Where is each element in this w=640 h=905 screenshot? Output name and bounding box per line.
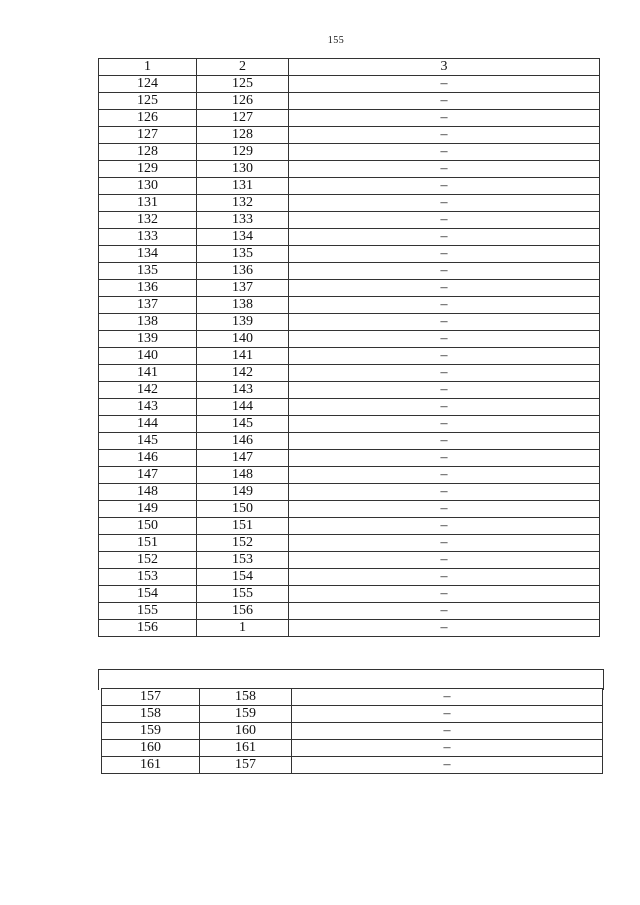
table-cell-col1: 159 — [102, 723, 200, 740]
table-cell-col1: 143 — [99, 399, 197, 416]
table-cell-col2: 145 — [197, 416, 289, 433]
table-cell-col1: 130 — [99, 178, 197, 195]
table-cell-col1: 151 — [99, 535, 197, 552]
table-cell-col1: 154 — [99, 586, 197, 603]
table-cell-col1: 127 — [99, 127, 197, 144]
table-cell-col1: 153 — [99, 569, 197, 586]
table-cell-col1: 150 — [99, 518, 197, 535]
table-cell-col2: 159 — [200, 706, 292, 723]
table-cell-col3: – — [289, 76, 600, 93]
table-cell-col1: 157 — [102, 689, 200, 706]
numbering-table-body — [99, 59, 600, 637]
table-cell-col3: – — [289, 348, 600, 365]
table-row — [99, 263, 600, 280]
table-cell-col2: 148 — [197, 467, 289, 484]
table-cell-col2: 139 — [197, 314, 289, 331]
table-cell-col3: – — [289, 246, 600, 263]
table-cell-col3: – — [289, 399, 600, 416]
table-cell-col3: – — [289, 110, 600, 127]
table-cell-col1: 132 — [99, 212, 197, 229]
table-cell-col2: 152 — [197, 535, 289, 552]
table-cell-col2: 142 — [197, 365, 289, 382]
table-cell-col2: 161 — [200, 740, 292, 757]
table-row — [99, 178, 600, 195]
table-cell-col3: – — [289, 127, 600, 144]
table-cell-col1: 140 — [99, 348, 197, 365]
table-cell-col1: 144 — [99, 416, 197, 433]
table-cell-col2: 147 — [197, 450, 289, 467]
table-cell-col3: – — [289, 212, 600, 229]
table-row — [99, 161, 600, 178]
table-cell-col3: – — [289, 467, 600, 484]
table-cell-col1: 160 — [102, 740, 200, 757]
table-cell-col3: – — [289, 569, 600, 586]
table-cell-col2: 133 — [197, 212, 289, 229]
table-cell-col2: 140 — [197, 331, 289, 348]
table-cell-col2: 156 — [197, 603, 289, 620]
table-cell-col1: 147 — [99, 467, 197, 484]
table-cell-col2: 128 — [197, 127, 289, 144]
table-row — [99, 229, 600, 246]
table-row — [99, 144, 600, 161]
table-cell-col3: – — [289, 331, 600, 348]
table-row — [99, 127, 600, 144]
table-cell-col3: – — [289, 178, 600, 195]
table-cell-col1: 145 — [99, 433, 197, 450]
table-cell-col2: 1 — [197, 620, 289, 637]
table-cell-col2: 150 — [197, 501, 289, 518]
table-cell-col3: – — [289, 297, 600, 314]
table-cell-col3: – — [289, 280, 600, 297]
table-row — [99, 535, 600, 552]
table-cell-col3: – — [289, 382, 600, 399]
table-row — [99, 195, 600, 212]
table-cell-col1: 161 — [102, 757, 200, 774]
table-cell-col1: 137 — [99, 297, 197, 314]
table-cell-col3: – — [289, 518, 600, 535]
table-cell-col3: – — [289, 416, 600, 433]
table-cell-col3: – — [289, 535, 600, 552]
table-cell-col1: 146 — [99, 450, 197, 467]
table-cell-col1: 138 — [99, 314, 197, 331]
table-cell-col2: 129 — [197, 144, 289, 161]
table-cell-col3: – — [289, 450, 600, 467]
table-cell-col2: 155 — [197, 586, 289, 603]
table-cell-col2: 149 — [197, 484, 289, 501]
table-cell-col3: – — [289, 229, 600, 246]
table-cell-col2: 157 — [200, 757, 292, 774]
table-cell-col2: 130 — [197, 161, 289, 178]
table-row — [99, 280, 600, 297]
table-cell-col1: 156 — [99, 620, 197, 637]
table-row — [99, 433, 600, 450]
separator-band — [98, 669, 604, 690]
table-cell-col1: 155 — [99, 603, 197, 620]
table-cell-col2: 144 — [197, 399, 289, 416]
table-cell-col3: – — [289, 433, 600, 450]
table-row — [99, 76, 600, 93]
table-row — [102, 706, 603, 723]
table-cell-col3: – — [289, 586, 600, 603]
table-cell-col3: – — [292, 740, 603, 757]
table-cell-col1: 134 — [99, 246, 197, 263]
table-cell-col2: 126 — [197, 93, 289, 110]
table-header-row — [99, 59, 600, 76]
table-row — [99, 382, 600, 399]
table-row — [99, 552, 600, 569]
numbering-table-continued — [101, 688, 603, 774]
table-row — [102, 689, 603, 706]
page-number: 155 — [327, 35, 345, 46]
table-cell-col1: 133 — [99, 229, 197, 246]
table-cell-col3: – — [292, 706, 603, 723]
table-row — [102, 757, 603, 774]
table-cell-col3: – — [292, 689, 603, 706]
table-row — [99, 348, 600, 365]
header-cell-1: 1 — [99, 59, 197, 76]
table-cell-col2: 131 — [197, 178, 289, 195]
numbering-table-continued-body — [102, 689, 603, 774]
table-cell-col3: – — [289, 161, 600, 178]
table-row — [102, 740, 603, 757]
table-cell-col3: – — [289, 314, 600, 331]
table-cell-col2: 154 — [197, 569, 289, 586]
header-cell-2: 2 — [197, 59, 289, 76]
table-row — [99, 399, 600, 416]
table-cell-col3: – — [289, 603, 600, 620]
table-cell-col1: 142 — [99, 382, 197, 399]
table-cell-col2: 160 — [200, 723, 292, 740]
table-cell-col2: 136 — [197, 263, 289, 280]
table-row — [99, 331, 600, 348]
table-row — [99, 569, 600, 586]
table-row — [99, 297, 600, 314]
table-cell-col3: – — [289, 365, 600, 382]
table-cell-col2: 138 — [197, 297, 289, 314]
table-cell-col1: 136 — [99, 280, 197, 297]
table-cell-col3: – — [289, 620, 600, 637]
table-row — [99, 110, 600, 127]
table-cell-col3: – — [289, 484, 600, 501]
table-cell-col3: – — [289, 195, 600, 212]
table-cell-col2: 132 — [197, 195, 289, 212]
table-cell-col2: 125 — [197, 76, 289, 93]
table-cell-col1: 152 — [99, 552, 197, 569]
table-row — [102, 723, 603, 740]
table-cell-col3: – — [289, 93, 600, 110]
table-cell-col1: 135 — [99, 263, 197, 280]
table-cell-col1: 141 — [99, 365, 197, 382]
table-cell-col3: – — [289, 552, 600, 569]
table-cell-col1: 139 — [99, 331, 197, 348]
table-row — [99, 586, 600, 603]
table-row — [99, 93, 600, 110]
table-row — [99, 501, 600, 518]
table-row — [99, 467, 600, 484]
table-cell-col3: – — [289, 144, 600, 161]
table-row — [99, 365, 600, 382]
table-cell-col2: 151 — [197, 518, 289, 535]
table-row — [99, 314, 600, 331]
table-cell-col3: – — [289, 501, 600, 518]
table-row — [99, 246, 600, 263]
table-cell-col1: 148 — [99, 484, 197, 501]
table-row — [99, 450, 600, 467]
table-row — [99, 212, 600, 229]
table-cell-col2: 134 — [197, 229, 289, 246]
table-cell-col1: 158 — [102, 706, 200, 723]
table-cell-col2: 146 — [197, 433, 289, 450]
table-cell-col1: 149 — [99, 501, 197, 518]
table-cell-col2: 158 — [200, 689, 292, 706]
table-cell-col1: 126 — [99, 110, 197, 127]
header-cell-3: 3 — [289, 59, 600, 76]
table-cell-col2: 135 — [197, 246, 289, 263]
table-cell-col1: 124 — [99, 76, 197, 93]
numbering-table — [98, 58, 600, 637]
table-cell-col2: 137 — [197, 280, 289, 297]
table-cell-col1: 129 — [99, 161, 197, 178]
table-cell-col1: 128 — [99, 144, 197, 161]
table-cell-col2: 153 — [197, 552, 289, 569]
table-row — [99, 518, 600, 535]
table-cell-col3: – — [292, 723, 603, 740]
table-cell-col2: 141 — [197, 348, 289, 365]
table-cell-col3: – — [289, 263, 600, 280]
table-cell-col3: – — [292, 757, 603, 774]
table-cell-col1: 125 — [99, 93, 197, 110]
table-row — [99, 603, 600, 620]
table-row — [99, 620, 600, 637]
table-cell-col1: 131 — [99, 195, 197, 212]
table-row — [99, 416, 600, 433]
table-cell-col2: 143 — [197, 382, 289, 399]
table-cell-col2: 127 — [197, 110, 289, 127]
table-row — [99, 484, 600, 501]
